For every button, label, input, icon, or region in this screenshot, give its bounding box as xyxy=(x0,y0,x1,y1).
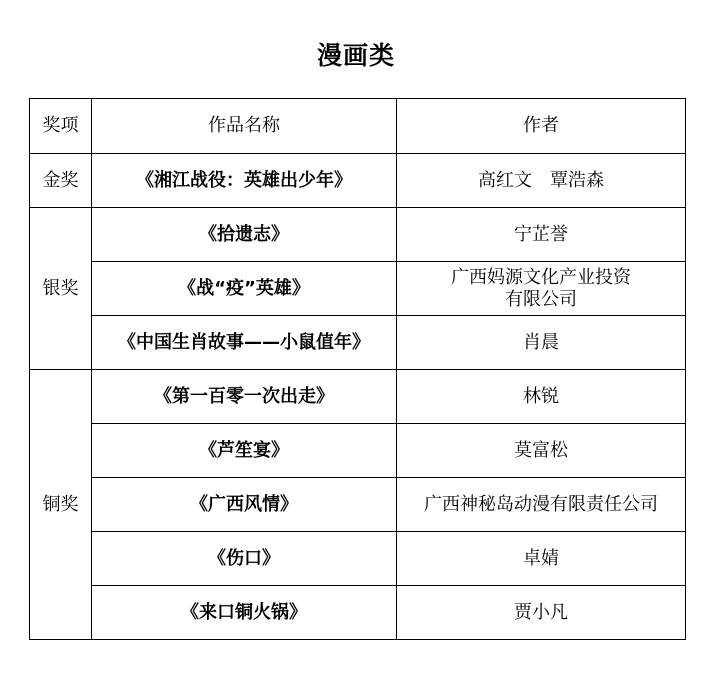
author: 宁芷誉 xyxy=(397,208,686,262)
author: 贾小凡 xyxy=(397,586,686,640)
table-row xyxy=(30,262,686,316)
award-bronze: 铜奖 xyxy=(30,370,92,640)
header-award: 奖项 xyxy=(30,99,92,154)
author xyxy=(397,262,686,316)
work-title: 《广西风情》 xyxy=(92,478,397,532)
author: 卓婧 xyxy=(397,532,686,586)
table-row xyxy=(30,532,686,586)
table-row xyxy=(30,208,686,262)
author: 广西神秘岛动漫有限责任公司 xyxy=(397,478,686,532)
work-title: 《湘江战役：英雄出少年》 xyxy=(92,154,397,208)
table-row xyxy=(30,586,686,640)
author: 林锐 xyxy=(397,370,686,424)
page-title: 漫画类 xyxy=(316,41,395,70)
table-row xyxy=(30,424,686,478)
table-row xyxy=(30,370,686,424)
author-line: 广西妈源文化产业投资 xyxy=(451,266,631,288)
author: 莫富松 xyxy=(397,424,686,478)
author-line: 有限公司 xyxy=(505,288,577,310)
author: 肖晨 xyxy=(397,316,686,370)
table-row xyxy=(30,316,686,370)
header-author: 作者 xyxy=(397,99,686,154)
header-work: 作品名称 xyxy=(92,99,397,154)
author: 高红文 覃浩森 xyxy=(397,154,686,208)
award-gold: 金奖 xyxy=(30,154,92,208)
work-title: 《战“疫”英雄》 xyxy=(92,262,397,316)
table-header-row xyxy=(30,99,686,154)
work-title: 《来口铜火锅》 xyxy=(92,586,397,640)
table-row xyxy=(30,478,686,532)
work-title: 《拾遗志》 xyxy=(92,208,397,262)
awards-table xyxy=(29,98,686,640)
work-title: 《伤口》 xyxy=(92,532,397,586)
work-title: 《第一百零一次出走》 xyxy=(92,370,397,424)
work-title: 《中国生肖故事——小鼠值年》 xyxy=(92,316,397,370)
award-silver: 银奖 xyxy=(30,208,92,370)
work-title: 《芦笙宴》 xyxy=(92,424,397,478)
table-row xyxy=(30,154,686,208)
